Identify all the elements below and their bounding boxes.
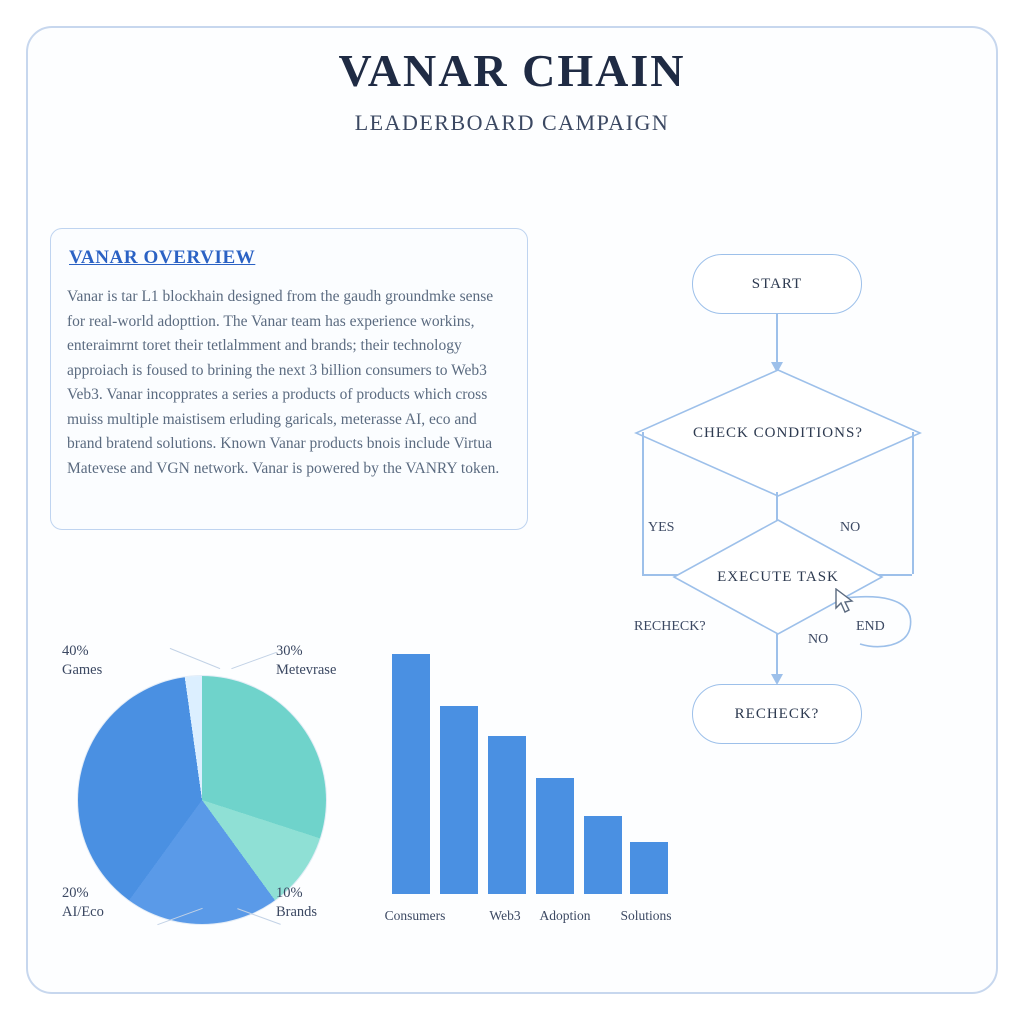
- pie-label-games-name: Games: [62, 662, 103, 678]
- mouse-cursor-icon: [834, 588, 854, 614]
- pie-label-brands: [276, 884, 317, 922]
- bar-3: [488, 736, 526, 894]
- bar-label-web3: Web3: [489, 908, 521, 923]
- flow-node-check[interactable]: [634, 368, 922, 498]
- pie-label-games: [62, 642, 102, 680]
- pie-chart: [60, 640, 360, 940]
- pie-label-metaverse-pct: 30%: [276, 643, 303, 659]
- flow-edge-start-check: [776, 314, 778, 364]
- pie-label-brands-name: Brands: [276, 904, 318, 920]
- pie-label-aieco: [62, 884, 104, 922]
- pie-leader-metaverse: [231, 652, 276, 669]
- flow-edge-execute-recheck: [776, 634, 778, 676]
- flow-node-recheck[interactable]: [692, 684, 862, 744]
- page-subtitle: LEADERBOARD CAMPAIGN: [354, 110, 670, 135]
- flow-node-recheck-label: RECHECK?: [734, 705, 820, 722]
- pie-label-aieco-pct: 20%: [62, 885, 89, 901]
- bar-1: [392, 654, 430, 894]
- page-title: VANAR CHAIN: [338, 45, 686, 96]
- flowchart: [600, 236, 980, 756]
- overview-panel: [50, 228, 528, 530]
- bar-label-solutions: Solutions: [620, 908, 672, 923]
- flow-edge-label-yes: YES: [648, 520, 675, 535]
- pie-label-games-pct: 40%: [62, 643, 89, 659]
- flow-edge-no-line: [912, 432, 914, 574]
- pie-leader-games: [170, 648, 220, 669]
- bar-5: [584, 816, 622, 894]
- flow-edge-label-no-bottom: NO: [808, 632, 829, 647]
- bar-6: [630, 842, 668, 894]
- overview-paragraph: Vanar is tar L1 blockhain designed from the gaudh groundmke sense for real-world adopttion. The Vanar team has experience workins, enteraimrnt toret their tetlalmment and brands; their technology approiach is foused to brining the next 3 billion consumers to Web3 Veb3. Vanar incopprates a series a products of products which cross muiss multiple maistisem erluding garicals, meterasse AI, eco and brand bratend solutions. Known Vanar products bnois include Virtua Matevese and VGN network. Vanar is powered by the VANRY token.: [67, 288, 500, 477]
- flow-edge-label-no-top: NO: [840, 520, 861, 535]
- bar-label-adoption: Adoption: [539, 908, 591, 923]
- overview-title: VANAR OVERVIEW: [69, 247, 256, 268]
- flow-node-start[interactable]: [692, 254, 862, 314]
- flow-edge-label-recheck: RECHECK?: [634, 619, 706, 634]
- pie-label-metaverse: [276, 642, 336, 680]
- flow-edge-label-end: END: [856, 619, 885, 634]
- bar-label-consumers: Consumers: [384, 908, 446, 923]
- bar-4: [536, 778, 574, 894]
- pie-label-metaverse-name: Metevrase: [276, 662, 337, 678]
- flow-node-execute-label: EXECUTE TASK: [717, 568, 839, 585]
- flow-edge-yes-line: [642, 432, 644, 574]
- pie-label-brands-pct: 10%: [276, 885, 303, 901]
- bar-2: [440, 706, 478, 894]
- pie-label-aieco-name: AI/Eco: [62, 904, 104, 920]
- flow-node-check-label: CHECK CONDITIONS?: [693, 424, 863, 441]
- flow-node-start-label: START: [751, 275, 803, 292]
